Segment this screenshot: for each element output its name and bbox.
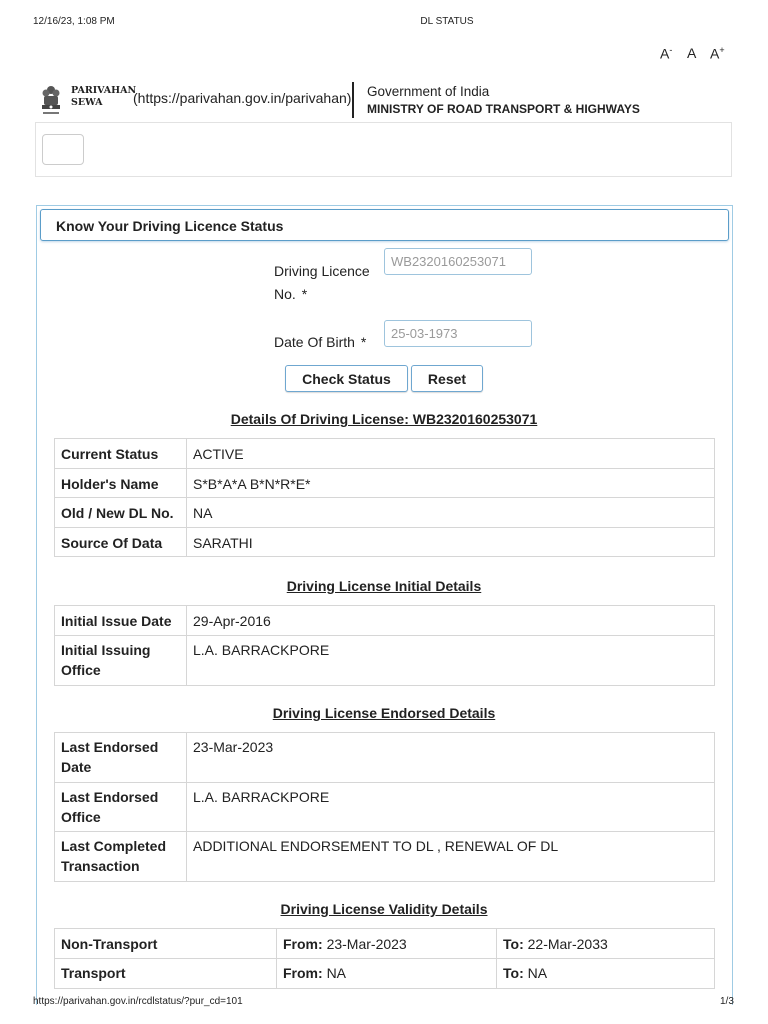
panel-title: Know Your Driving Licence Status xyxy=(56,218,284,234)
row-key: Transport xyxy=(55,959,277,989)
parivahan-link[interactable]: (https://parivahan.gov.in/parivahan) xyxy=(133,90,352,106)
endorsed-section-title: Driving License Endorsed Details xyxy=(272,705,496,721)
panel-header xyxy=(40,209,729,241)
initial-section-title: Driving License Initial Details xyxy=(286,578,482,594)
table-row xyxy=(55,733,715,783)
row-key: Non-Transport xyxy=(55,929,277,959)
from-cell: From: NA xyxy=(277,959,497,989)
government-label: Government of India xyxy=(367,84,490,99)
row-value: L.A. BARRACKPORE xyxy=(187,636,715,686)
table-row xyxy=(55,783,715,832)
page-number: 1/3 xyxy=(720,996,734,1007)
row-key: Current Status xyxy=(55,439,187,469)
dob-input[interactable] xyxy=(384,320,532,347)
row-key: Old / New DL No. xyxy=(55,498,187,528)
row-key: Initial Issue Date xyxy=(55,606,187,636)
dl-number-input[interactable] xyxy=(384,248,532,275)
table-row xyxy=(55,636,715,686)
details-table xyxy=(54,438,715,557)
top-toolbar-box xyxy=(35,122,732,177)
footer-url: https://parivahan.gov.in/rcdlstatus/?pur_cd=101 xyxy=(33,996,243,1007)
table-row xyxy=(55,929,715,959)
print-datetime: 12/16/23, 1:08 PM xyxy=(33,16,115,27)
row-key: Holder's Name xyxy=(55,469,187,498)
initial-details-table xyxy=(54,605,715,686)
print-title: DL STATUS xyxy=(420,16,474,27)
row-value: 29-Apr-2016 xyxy=(187,606,715,636)
row-key: Last Endorsed Office xyxy=(55,783,187,832)
table-row xyxy=(55,959,715,989)
table-row xyxy=(55,469,715,498)
endorsed-details-table xyxy=(54,732,715,882)
table-row xyxy=(55,498,715,528)
check-status-button[interactable]: Check Status xyxy=(285,365,408,392)
font-normal-button[interactable]: A xyxy=(687,45,697,61)
row-value: S*B*A*A B*N*R*E* xyxy=(187,469,715,498)
row-value: NA xyxy=(187,498,715,528)
header-divider xyxy=(352,82,354,118)
row-value: L.A. BARRACKPORE xyxy=(187,783,715,832)
row-key: Source Of Data xyxy=(55,528,187,557)
table-row xyxy=(55,832,715,882)
row-key: Initial Issuing Office xyxy=(55,636,187,686)
font-decrease-button[interactable]: A- xyxy=(660,45,673,62)
national-emblem-icon xyxy=(40,84,62,118)
to-cell: To: NA xyxy=(497,959,715,989)
details-section-title: Details Of Driving License: WB2320160253071 xyxy=(230,411,538,427)
table-row xyxy=(55,606,715,636)
row-value: SARATHI xyxy=(187,528,715,557)
dl-number-label: Driving Licence No. * xyxy=(274,263,370,302)
table-row xyxy=(55,528,715,557)
row-key: Last Completed Transaction xyxy=(55,832,187,882)
dob-label: Date Of Birth * xyxy=(274,334,367,350)
ministry-label: MINISTRY OF ROAD TRANSPORT & HIGHWAYS xyxy=(367,102,640,116)
row-key: Last Endorsed Date xyxy=(55,733,187,783)
font-increase-button[interactable]: A+ xyxy=(710,45,725,62)
from-cell: From: 23-Mar-2023 xyxy=(277,929,497,959)
row-value: ADDITIONAL ENDORSEMENT TO DL , RENEWAL OF DL xyxy=(187,832,715,882)
validity-details-table xyxy=(54,928,715,989)
row-value: 23-Mar-2023 xyxy=(187,733,715,783)
validity-section-title: Driving License Validity Details xyxy=(280,901,488,917)
table-row xyxy=(55,439,715,469)
parivahan-sewa-logo[interactable]: PARIVAHAN SEWA xyxy=(71,85,137,108)
reset-button[interactable]: Reset xyxy=(411,365,483,392)
menu-button[interactable] xyxy=(42,134,84,165)
row-value: ACTIVE xyxy=(187,439,715,469)
to-cell: To: 22-Mar-2033 xyxy=(497,929,715,959)
